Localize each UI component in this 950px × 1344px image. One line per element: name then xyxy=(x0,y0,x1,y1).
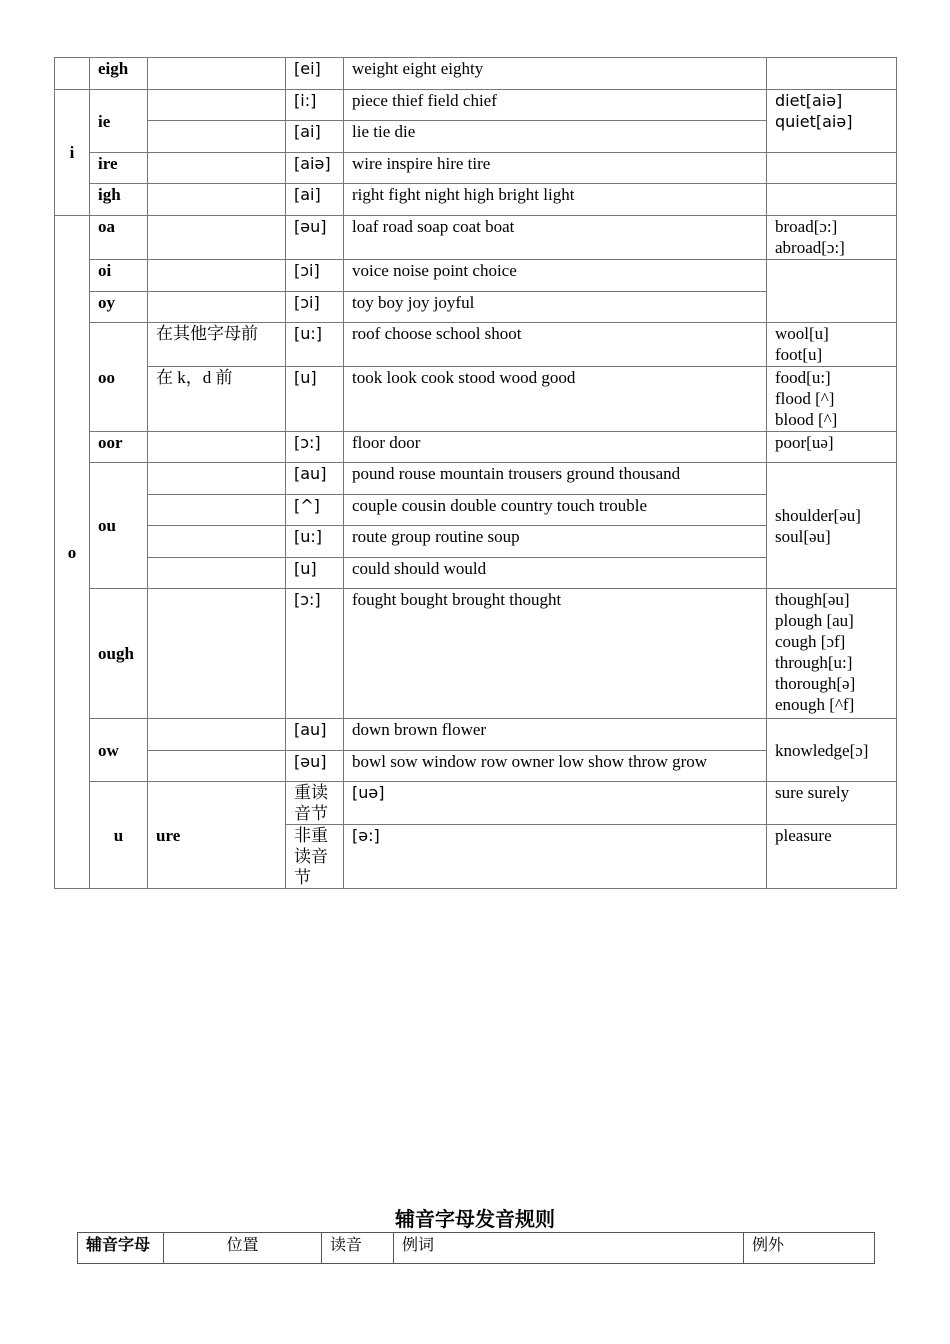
combo-cell: oa xyxy=(90,216,148,260)
letter-cell: o xyxy=(55,216,90,889)
examples-cell: pound rouse mountain trousers ground thousand xyxy=(344,463,767,495)
consonant-table-header xyxy=(77,1232,875,1264)
table-row xyxy=(55,589,897,719)
exception-item: enough [^f] xyxy=(775,695,855,714)
table-row xyxy=(55,432,897,463)
combo-cell: oy xyxy=(90,292,148,323)
sound-cell: [ɔ:] xyxy=(286,589,344,719)
header-sound: 读音 xyxy=(322,1233,394,1264)
examples-cell: bowl sow window row owner low show throw grow xyxy=(344,751,767,782)
examples-cell: fought bought brought thought xyxy=(344,589,767,719)
header-exceptions: 例外 xyxy=(744,1233,875,1264)
sound-cell: [ɔi] xyxy=(286,260,344,292)
exception-item: shoulder[əu] xyxy=(775,505,861,525)
position-cell xyxy=(148,495,286,526)
position-cell xyxy=(148,216,286,260)
exceptions-cell xyxy=(767,58,897,90)
examples-cell: could should would xyxy=(344,558,767,589)
position-cell xyxy=(148,184,286,216)
position-cell xyxy=(148,58,286,90)
exceptions-cell xyxy=(767,90,897,153)
exceptions-cell xyxy=(767,463,897,589)
table-row xyxy=(55,153,897,184)
exception-item: flood [^] xyxy=(775,389,835,408)
sound-cell: [ɔ:] xyxy=(286,432,344,463)
exception-item: quiet[aiə] xyxy=(775,112,853,131)
exception-item: wool[u] xyxy=(775,324,829,343)
examples-cell: loaf road soap coat boat xyxy=(344,216,767,260)
combo-cell: oo xyxy=(90,323,148,432)
examples-cell: weight eight eighty xyxy=(344,58,767,90)
examples-cell: roof choose school shoot xyxy=(344,323,767,367)
examples-cell: sure surely xyxy=(767,782,897,825)
position-cell xyxy=(148,526,286,558)
position-cell: 重读音节 xyxy=(286,782,344,825)
sound-cell: [au] xyxy=(286,719,344,751)
examples-cell: lie tie die xyxy=(344,121,767,153)
table-row xyxy=(55,323,897,367)
exception-item: poor[uə] xyxy=(775,433,834,452)
exception-item: through[u:] xyxy=(775,653,853,672)
table-row xyxy=(55,367,897,432)
sound-cell: [ei] xyxy=(286,58,344,90)
sound-cell: [ai] xyxy=(286,121,344,153)
exception-item: abroad[ɔ:] xyxy=(775,238,845,257)
letter-cell xyxy=(55,58,90,90)
exceptions-cell xyxy=(767,719,897,782)
letter-cell: i xyxy=(55,90,90,216)
table-row xyxy=(55,216,897,260)
examples-cell: toy boy joy joyful xyxy=(344,292,767,323)
exception-item: diet[aiə] xyxy=(775,91,843,110)
position-cell xyxy=(148,292,286,323)
table-row xyxy=(55,463,897,495)
exceptions-cell xyxy=(767,432,897,463)
exceptions-cell xyxy=(767,323,897,367)
table-row xyxy=(55,719,897,751)
sound-cell: [u] xyxy=(286,367,344,432)
position-cell: 在 k，d 前 xyxy=(148,367,286,432)
combo-cell: ie xyxy=(90,90,148,153)
combo-cell: ow xyxy=(90,719,148,782)
exception-item: cough [ɔf] xyxy=(775,632,846,651)
combo-cell: ou xyxy=(90,463,148,589)
examples-cell: route group routine soup xyxy=(344,526,767,558)
combo-cell: igh xyxy=(90,184,148,216)
exception-item: thorough[ə] xyxy=(775,674,856,693)
examples-cell: down brown flower xyxy=(344,719,767,751)
position-cell xyxy=(148,260,286,292)
sound-cell: [əu] xyxy=(286,216,344,260)
sound-cell: [u:] xyxy=(286,526,344,558)
exception-item: soul[əu] xyxy=(775,526,831,546)
sound-cell: [i:] xyxy=(286,90,344,121)
combo-cell: oor xyxy=(90,432,148,463)
exception-item: blood [^] xyxy=(775,410,838,429)
exception-item: foot[u] xyxy=(775,345,823,364)
exceptions-cell xyxy=(767,216,897,260)
position-cell xyxy=(148,589,286,719)
combo-cell: eigh xyxy=(90,58,148,90)
letter-cell: u xyxy=(90,782,148,889)
sound-cell: [əu] xyxy=(286,751,344,782)
position-cell xyxy=(148,121,286,153)
position-cell xyxy=(148,751,286,782)
combo-cell: oi xyxy=(90,260,148,292)
header-examples: 例词 xyxy=(394,1233,744,1264)
table-row xyxy=(55,260,897,292)
exception-item: knowledge[ɔ] xyxy=(775,740,869,760)
exception-item: plough [au] xyxy=(775,611,854,630)
table-row xyxy=(55,90,897,121)
combo-cell: ough xyxy=(90,589,148,719)
position-cell xyxy=(148,463,286,495)
table-row xyxy=(55,184,897,216)
sound-cell: [aiə] xyxy=(286,153,344,184)
position-cell xyxy=(148,153,286,184)
examples-cell: couple cousin double country touch trouble xyxy=(344,495,767,526)
position-cell: 非重读音节 xyxy=(286,825,344,889)
exception-item: though[əu] xyxy=(775,590,850,609)
sound-cell: [u:] xyxy=(286,323,344,367)
table-row xyxy=(55,782,897,825)
sound-cell: [ɔi] xyxy=(286,292,344,323)
examples-cell: right fight night high bright light xyxy=(344,184,767,216)
examples-cell: wire inspire hire tire xyxy=(344,153,767,184)
sound-cell: [ə:] xyxy=(344,825,767,889)
vowel-combination-table xyxy=(54,57,897,889)
sound-cell: [u] xyxy=(286,558,344,589)
position-cell xyxy=(148,432,286,463)
examples-cell: voice noise point choice xyxy=(344,260,767,292)
examples-cell: pleasure xyxy=(767,825,897,889)
position-cell xyxy=(148,719,286,751)
header-letter: 辅音字母 xyxy=(78,1233,164,1264)
exceptions-cell xyxy=(767,260,897,323)
sound-cell: [uə] xyxy=(344,782,767,825)
exception-item: food[u:] xyxy=(775,368,831,387)
header-position: 位置 xyxy=(164,1233,322,1264)
position-cell xyxy=(148,558,286,589)
combo-cell: ire xyxy=(90,153,148,184)
exceptions-cell xyxy=(767,153,897,184)
examples-cell: piece thief field chief xyxy=(344,90,767,121)
sound-cell: [au] xyxy=(286,463,344,495)
sound-cell: [ai] xyxy=(286,184,344,216)
examples-cell: floor door xyxy=(344,432,767,463)
combo-cell: ure xyxy=(148,782,286,889)
exceptions-cell xyxy=(767,184,897,216)
exceptions-cell xyxy=(767,367,897,432)
exceptions-cell xyxy=(767,589,897,719)
consonant-section-title: 辅音字母发音规则 xyxy=(395,1207,555,1231)
examples-cell: took look cook stood wood good xyxy=(344,367,767,432)
table-row xyxy=(55,58,897,90)
position-cell: 在其他字母前 xyxy=(148,323,286,367)
table-header-row xyxy=(78,1233,875,1264)
exception-item: broad[ɔ:] xyxy=(775,217,838,236)
position-cell xyxy=(148,90,286,121)
sound-cell: [^] xyxy=(286,495,344,526)
